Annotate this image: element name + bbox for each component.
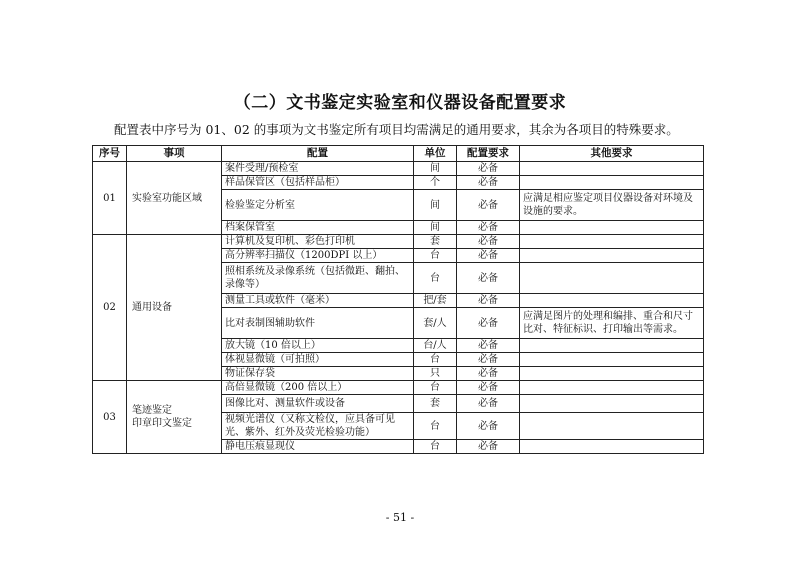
group-item: 实验室功能区域: [127, 162, 222, 235]
header-unit: 单位: [414, 146, 457, 162]
group-number: 01: [93, 162, 127, 235]
header-config: 配置: [222, 146, 414, 162]
other-requirement-cell: [520, 381, 704, 395]
config-cell: 图像比对、测量软件或设备: [222, 395, 414, 413]
config-cell: 档案保管室: [222, 221, 414, 235]
header-other: 其他要求: [520, 146, 704, 162]
group-item: 通用设备: [127, 235, 222, 381]
intro-paragraph: 配置表中序号为 01、02 的事项为文书鉴定所有项目均需满足的通用要求，其余为各项目的特殊要求。: [114, 122, 679, 137]
requirement-cell: 必备: [457, 221, 520, 235]
other-requirement-cell: [520, 395, 704, 413]
requirement-cell: 必备: [457, 249, 520, 263]
unit-cell: 台: [414, 249, 457, 263]
other-requirement-cell: [520, 162, 704, 176]
unit-cell: 只: [414, 367, 457, 381]
requirement-cell: 必备: [457, 353, 520, 367]
page-number: - 51 -: [385, 511, 415, 524]
config-cell: 体视显微镜（可拍照）: [222, 353, 414, 367]
config-cell: 计算机及复印机、彩色打印机: [222, 235, 414, 249]
config-cell: 静电压痕显现仪: [222, 440, 414, 454]
other-requirement-cell: [520, 440, 704, 454]
other-requirement-cell: [520, 413, 704, 440]
requirement-cell: 必备: [457, 440, 520, 454]
group-item: 笔迹鉴定 印章印文鉴定: [127, 381, 222, 454]
other-requirement-cell: 应满足图片的处理和编排、重合和尺寸比对、特征标识、打印输出等需求。: [520, 308, 704, 339]
requirement-cell: 必备: [457, 339, 520, 353]
other-requirement-cell: [520, 294, 704, 308]
config-cell: 照相系统及录像系统（包括微距、翻拍、录像等）: [222, 263, 414, 294]
table-row: [93, 381, 704, 395]
unit-cell: 间: [414, 190, 457, 221]
requirement-cell: 必备: [457, 235, 520, 249]
requirement-cell: 必备: [457, 413, 520, 440]
requirement-cell: 必备: [457, 294, 520, 308]
unit-cell: 台: [414, 353, 457, 367]
unit-cell: 套: [414, 235, 457, 249]
other-requirement-cell: [520, 353, 704, 367]
group-number: 02: [93, 235, 127, 381]
unit-cell: 台: [414, 381, 457, 395]
unit-cell: 间: [414, 162, 457, 176]
requirement-cell: 必备: [457, 176, 520, 190]
unit-cell: 台: [414, 413, 457, 440]
config-table: [92, 145, 704, 454]
other-requirement-cell: [520, 367, 704, 381]
unit-cell: 台/人: [414, 339, 457, 353]
header-requirement: 配置要求: [457, 146, 520, 162]
other-requirement-cell: [520, 221, 704, 235]
unit-cell: 套/人: [414, 308, 457, 339]
other-requirement-cell: [520, 176, 704, 190]
config-cell: 物证保存袋: [222, 367, 414, 381]
unit-cell: 台: [414, 440, 457, 454]
config-cell: 视频光谱仪（又称文检仪，应具备可见光、紫外、红外及荧光检验功能）: [222, 413, 414, 440]
unit-cell: 把/套: [414, 294, 457, 308]
requirement-cell: 必备: [457, 308, 520, 339]
unit-cell: 个: [414, 176, 457, 190]
requirement-cell: 必备: [457, 367, 520, 381]
requirement-cell: 必备: [457, 162, 520, 176]
unit-cell: 台: [414, 263, 457, 294]
other-requirement-cell: [520, 263, 704, 294]
config-cell: 检验鉴定分析室: [222, 190, 414, 221]
requirement-cell: 必备: [457, 395, 520, 413]
config-cell: 高分辨率扫描仪（1200DPI 以上）: [222, 249, 414, 263]
header-item: 事项: [127, 146, 222, 162]
other-requirement-cell: [520, 235, 704, 249]
other-requirement-cell: [520, 339, 704, 353]
config-cell: 测量工具或软件（毫米）: [222, 294, 414, 308]
config-cell: 样品保管区（包括样品柜）: [222, 176, 414, 190]
other-requirement-cell: 应满足相应鉴定项目仪器设备对环境及设施的要求。: [520, 190, 704, 221]
requirement-cell: 必备: [457, 263, 520, 294]
header-no: 序号: [93, 146, 127, 162]
section-title: （二）文书鉴定实验室和仪器设备配置要求: [233, 93, 567, 113]
unit-cell: 套: [414, 395, 457, 413]
group-number: 03: [93, 381, 127, 454]
config-cell: 案件受理/预检室: [222, 162, 414, 176]
config-cell: 放大镜（10 倍以上）: [222, 339, 414, 353]
requirement-cell: 必备: [457, 190, 520, 221]
table-row: [93, 235, 704, 249]
table-header-row: [93, 146, 704, 162]
config-cell: 比对表制图辅助软件: [222, 308, 414, 339]
config-cell: 高倍显微镜（200 倍以上）: [222, 381, 414, 395]
other-requirement-cell: [520, 249, 704, 263]
requirement-cell: 必备: [457, 381, 520, 395]
table-row: [93, 162, 704, 176]
unit-cell: 间: [414, 221, 457, 235]
